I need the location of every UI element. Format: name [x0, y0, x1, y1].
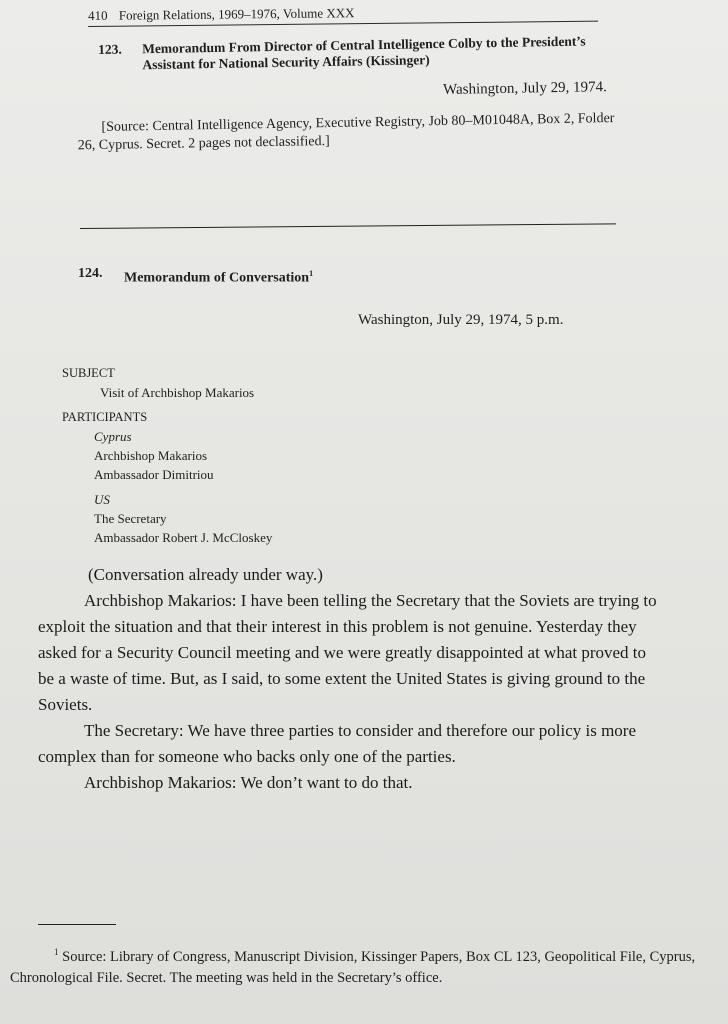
document-124-metadata: [62, 364, 482, 547]
footnote: [10, 942, 700, 989]
body-paragraph: Archbishop Makarios: I have been telling the Secretary that the Soviets are trying to exploit the situation and that their interest in this problem is not genuine. Yesterday they asked for a Security Council meeting and we were greatly disappointed at what proved to be a waste of time. But, as I said, to some extent the United States is giving ground to the Soviets.: [38, 591, 657, 714]
document-123: [77, 33, 620, 155]
participant-name: Ambassador Robert J. McCloskey: [94, 530, 273, 545]
running-header: [88, 3, 598, 27]
subject-text: Visit of Archbishop Makarios: [100, 385, 255, 400]
conversation-body: [38, 562, 658, 796]
page-number: 410: [88, 7, 108, 23]
document-123-title: Memorandum From Director of Central Intelligence Colby to the President’s Assistant for National Security Affairs (Kissinger): [141, 33, 586, 73]
participant-name: Archbishop Makarios: [94, 448, 208, 463]
participant-group-cyprus: [62, 427, 482, 484]
document-124-number: 124.: [78, 266, 103, 281]
document-124-title: Memorandum of Conversation: [124, 270, 310, 286]
section-divider: [80, 223, 616, 229]
participant-country: Cyprus: [94, 429, 132, 444]
body-paragraph: The Secretary: We have three parties to consider and therefore our policy is more complex than for someone who backs only one of the parties.: [38, 721, 637, 766]
document-124-heading: [78, 266, 638, 287]
series-title: Foreign Relations, 1969–1976, Volume XXX: [118, 5, 355, 23]
footnote-text: Source: Library of Congress, Manuscript Division, Kissinger Papers, Box CL 123, Geopolitical File, Cyprus, Chronological File. Secret. The meeting was held in the Secretary’s office.: [10, 948, 696, 986]
document-123-dateline: Washington, July 29, 1974.: [442, 79, 608, 98]
participant-country: US: [94, 492, 110, 507]
participant-name: The Secretary: [94, 511, 167, 526]
document-123-heading: [98, 33, 618, 74]
body-paragraph: Archbishop Makarios: We don’t want to do that.: [84, 773, 413, 792]
document-124-dateline: Washington, July 29, 1974, 5 p.m.: [358, 312, 564, 328]
footnote-reference[interactable]: 1: [309, 269, 314, 278]
participant-name: Ambassador Dimitriou: [94, 467, 214, 482]
participants-label: PARTICIPANTS: [62, 410, 148, 424]
footnote-divider: [38, 924, 116, 925]
subject-label: SUBJECT: [62, 366, 115, 380]
footnote-marker: 1: [54, 947, 59, 957]
participant-group-us: [62, 490, 482, 547]
document-123-source-note: [Source: Central Intelligence Agency, Executive Registry, Job 80–M01048A, Box 2, Folder 26, Cyprus. Secret. 2 pages not declassified.]: [77, 111, 615, 154]
document-123-number: 123.: [98, 41, 122, 57]
body-paragraph: (Conversation already under way.): [88, 565, 323, 584]
